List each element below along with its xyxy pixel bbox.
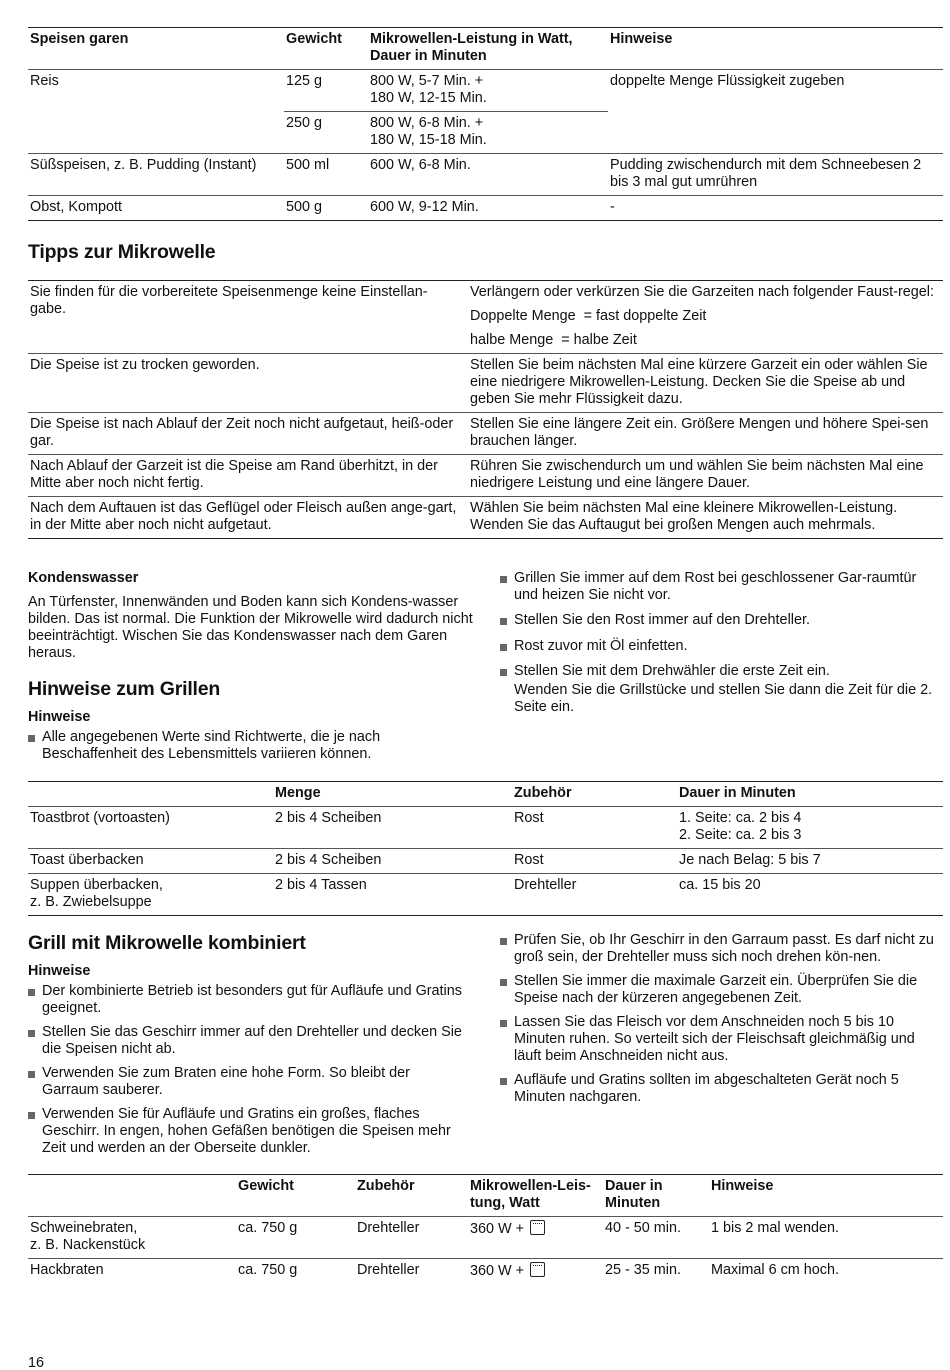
- list-item-text: Stellen Sie das Geschirr immer auf den Drehteller und decken Sie die Speisen nicht ab.: [42, 1024, 462, 1057]
- list-item: [500, 1014, 945, 1065]
- cell-speise: [28, 1217, 236, 1259]
- cell-leistung: [368, 70, 608, 112]
- tip-solution: Stellen Sie eine längere Zeit ein. Größere Mengen und höhere Spei-sen brauchen länger.: [468, 413, 943, 455]
- cell-speise: Obst, Kompott: [28, 196, 284, 221]
- list-item: [500, 570, 940, 604]
- cell-hinweis: Maximal 6 cm hoch.: [711, 1262, 839, 1278]
- col-header-gewicht: Gewicht: [284, 28, 368, 70]
- cell-gewicht: 250 g: [284, 112, 368, 154]
- list-item-text: Verwenden Sie für Aufläufe und Gratins ein großes, flaches Geschirr. In engen, hohen Gefäßen benötigen die Speisen mehr Zeit und werden an der Oberseite dunkler.: [42, 1106, 451, 1156]
- cell-dauer-line2: 2. Seite: ca. 2 bis 3: [679, 827, 802, 843]
- tip-rule-double: [470, 308, 941, 325]
- cell-dauer: [677, 807, 943, 849]
- cell-leistung-text: 360 W +: [470, 1221, 524, 1237]
- cell-gewicht: 500 g: [284, 196, 368, 221]
- list-item-text: Grillen Sie immer auf dem Rost bei geschlossener Gar-raumtür und heizen Sie nicht vor.: [514, 570, 917, 603]
- table-row: [28, 455, 943, 497]
- cell-dauer-line1: 1. Seite: ca. 2 bis 4: [679, 810, 802, 826]
- col-header-speise: [28, 1175, 236, 1217]
- list-item-text: Prüfen Sie, ob Ihr Geschirr in den Garraum passt. Es darf nicht zu groß sein, der Drehteller muss sich noch drehen kön-nen.: [514, 932, 934, 965]
- tip-rule-half-label: halbe Menge: [470, 332, 554, 348]
- bullet-icon: [500, 644, 507, 651]
- list-item-text: Stellen Sie immer die maximale Garzeit ein. Überprüfen Sie die Speise nach der kürzeren angegebenen Zeit.: [514, 973, 918, 1006]
- cell-dauer: 25 - 35 min.: [605, 1262, 681, 1278]
- list-item-text: Rost zuvor mit Öl einfetten.: [514, 638, 688, 654]
- col-header-dauer: Dauer in Minuten: [677, 782, 943, 807]
- cell-zubehoer: Rost: [512, 849, 677, 874]
- cell-hinweis: 1 bis 2 mal wenden.: [709, 1217, 943, 1259]
- page-number: 16: [28, 1355, 45, 1370]
- list-item: [500, 1072, 945, 1106]
- cell-speise: [28, 874, 273, 916]
- bullet-icon: [500, 576, 507, 583]
- cell-speise-line2: z. B. Zwiebelsuppe: [30, 894, 152, 910]
- tip-solution-text: Verlängern oder verkürzen Sie die Garzeiten nach folgender Faust-regel:: [470, 284, 934, 300]
- tip-problem: Die Speise ist nach Ablauf der Zeit noch nicht aufgetaut, heiß-oder gar.: [28, 413, 468, 455]
- col-header-zubehoer: Zubehör: [512, 782, 677, 807]
- col-header-gewicht: Gewicht: [236, 1175, 355, 1217]
- list-item: [28, 1106, 468, 1157]
- table-row: [28, 413, 943, 455]
- list-item: [28, 729, 468, 763]
- tip-solution: Wählen Sie beim nächsten Mal eine kleinere Mikrowellen-Leistung. Wenden Sie das Auftaugut bei großen Mengen auch mehrmals.: [468, 497, 943, 539]
- table-row: [28, 849, 943, 874]
- list-item: [500, 612, 940, 629]
- cell-speise: Süßspeisen, z. B. Pudding (Instant): [28, 154, 284, 196]
- table-row: [28, 874, 943, 916]
- table-row: [28, 281, 943, 354]
- bullet-icon: [500, 618, 507, 625]
- cell-dauer: 40 - 50 min.: [603, 1217, 709, 1259]
- cell-speise: Hackbraten: [30, 1262, 104, 1278]
- combi-table: [28, 1174, 943, 1284]
- list-item: [28, 983, 468, 1017]
- kombi-notes-left: [28, 983, 468, 1164]
- table-row: [28, 70, 943, 112]
- section-title-kombi: Grill mit Mikrowelle kombiniert: [28, 932, 306, 954]
- cell-speise-line1: Schweinebraten,: [30, 1220, 138, 1236]
- table-row: [28, 354, 943, 413]
- list-item: [500, 638, 940, 655]
- col-header-speisen: Speisen garen: [28, 28, 284, 70]
- section-title-grillen: Hinweise zum Grillen: [28, 678, 221, 700]
- kombi-notes-right: [500, 932, 945, 1113]
- grill-notes-left: [28, 729, 468, 770]
- subheading-kondenswasser: Kondenswasser: [28, 570, 139, 586]
- cell-menge: 2 bis 4 Scheiben: [273, 849, 512, 874]
- cell-leistung: [368, 112, 608, 154]
- list-item: [500, 973, 945, 1007]
- cell-leistung-line1: 800 W, 6-8 Min. +: [370, 115, 484, 131]
- section-title-tipps: Tipps zur Mikrowelle: [28, 241, 216, 263]
- tip-problem: Sie finden für die vorbereitete Speisenmenge keine Einstellan-gabe.: [28, 281, 468, 354]
- list-item-text: Stellen Sie mit dem Drehwähler die erste Zeit ein.: [514, 663, 830, 679]
- cell-leistung-line2: 180 W, 12-15 Min.: [370, 90, 487, 106]
- cell-gewicht: 125 g: [284, 70, 368, 112]
- table-row: [28, 497, 943, 539]
- list-item-text: Verwenden Sie zum Braten eine hohe Form. So bleibt der Garraum sauberer.: [42, 1065, 410, 1098]
- table-row: [28, 196, 943, 221]
- cell-zubehoer: Rost: [512, 807, 677, 849]
- bullet-icon: [28, 989, 35, 996]
- cell-speise: Toast überbacken: [28, 849, 273, 874]
- bullet-icon: [28, 1071, 35, 1078]
- cell-menge: 2 bis 4 Tassen: [273, 874, 512, 916]
- col-header-dauer: Dauer in Minuten: [603, 1175, 709, 1217]
- col-header-hinweise: Hinweise: [709, 1175, 943, 1217]
- table-row: [28, 807, 943, 849]
- grill-notes-right: [500, 570, 940, 723]
- cell-leistung: [468, 1217, 603, 1259]
- bullet-icon: [28, 1112, 35, 1119]
- cell-zubehoer: Drehteller: [355, 1217, 468, 1259]
- col-header-hinweise: Hinweise: [608, 28, 943, 70]
- tip-solution: Stellen Sie beim nächsten Mal eine kürzere Garzeit ein oder wählen Sie eine niedrigere Mikrowellen-Leistung. Decken Sie die Speise ab und geben Sie mehr Flüssigkeit dazu.: [468, 354, 943, 413]
- cell-leistung-line1: 800 W, 5-7 Min. +: [370, 73, 484, 89]
- cell-zubehoer: Drehteller: [357, 1262, 420, 1278]
- tip-rule-half: [470, 332, 941, 349]
- subheading-hinweise-kombi: Hinweise: [28, 963, 91, 979]
- cell-leistung: 600 W, 9-12 Min.: [368, 196, 608, 221]
- col-header-speise: [28, 782, 273, 807]
- tip-rule-double-value: = fast doppelte Zeit: [583, 308, 707, 324]
- bullet-icon: [28, 1030, 35, 1037]
- tip-rule-half-value: = halbe Zeit: [561, 332, 637, 348]
- cell-leistung: 600 W, 6-8 Min.: [368, 154, 608, 196]
- grill-icon: [530, 1220, 545, 1235]
- cell-speise-line2: z. B. Nackenstück: [30, 1237, 146, 1253]
- list-item-text: Alle angegebenen Werte sind Richtwerte, die je nach Beschaffenheit des Lebensmittels variieren können.: [42, 729, 381, 762]
- list-item: [500, 932, 945, 966]
- col-header-leistung: Mikrowellen-Leistung in Watt, Dauer in Minuten: [368, 28, 608, 70]
- list-item-extra: Wenden Sie die Grillstücke und stellen Sie dann die Zeit für die 2. Seite ein.: [514, 682, 933, 715]
- cell-leistung: [468, 1259, 603, 1285]
- cell-gewicht: 500 ml: [284, 154, 368, 196]
- table-row: [28, 154, 943, 196]
- col-header-menge: Menge: [273, 782, 512, 807]
- cell-speise: Reis: [28, 70, 284, 154]
- list-item-text: Der kombinierte Betrieb ist besonders gut für Aufläufe und Gratins geeignet.: [42, 983, 462, 1016]
- cell-dauer: Je nach Belag: 5 bis 7: [677, 849, 943, 874]
- tip-problem: Nach dem Auftauen ist das Geflügel oder Fleisch außen ange-gart, in der Mitte aber noch nicht aufgetaut.: [28, 497, 468, 539]
- bullet-icon: [500, 1020, 507, 1027]
- list-item: [28, 1065, 468, 1099]
- cell-leistung-text: 360 W +: [470, 1263, 524, 1279]
- kondenswasser-text: An Türfenster, Innenwänden und Boden kann sich Kondens-wasser bilden. Das ist normal. Die Funktion der Mikrowelle wird dadurch nicht beeinträchtigt. Wischen Sie das Kondenswasser nach dem Garen heraus.: [28, 594, 473, 661]
- grill-icon: [530, 1262, 545, 1277]
- cell-hinweis: -: [608, 196, 943, 221]
- bullet-icon: [500, 979, 507, 986]
- list-item-text: Lassen Sie das Fleisch vor dem Anschneiden noch 5 bis 10 Minuten ruhen. So verteilt sich der Fleischsaft gleichmäßig und läuft beim Anschneiden nicht aus.: [514, 1014, 915, 1064]
- bullet-icon: [500, 938, 507, 945]
- list-item: [28, 1024, 468, 1058]
- cell-zubehoer: Drehteller: [512, 874, 677, 916]
- tip-problem: Nach Ablauf der Garzeit ist die Speise am Rand überhitzt, in der Mitte aber noch nicht fertig.: [28, 455, 468, 497]
- tips-table: [28, 280, 943, 539]
- tip-solution: Rühren Sie zwischendurch um und wählen Sie beim nächsten Mal eine niedrigere Leistung und eine längere Dauer.: [468, 455, 943, 497]
- tip-rule-double-label: Doppelte Menge: [470, 308, 576, 324]
- cell-hinweis: Pudding zwischendurch mit dem Schneebesen 2 bis 3 mal gut umrühren: [608, 154, 943, 196]
- col-header-leistung: Mikrowellen-Leis-tung, Watt: [468, 1175, 603, 1217]
- cell-gewicht: ca. 750 g: [238, 1262, 298, 1278]
- tip-problem: Die Speise ist zu trocken geworden.: [28, 354, 468, 413]
- bullet-icon: [28, 735, 35, 742]
- subheading-hinweise: Hinweise: [28, 709, 91, 725]
- cooking-table: [28, 27, 943, 221]
- cell-speise-line1: Suppen überbacken,: [30, 877, 163, 893]
- table-row: [28, 1259, 943, 1285]
- cell-leistung-line2: 180 W, 15-18 Min.: [370, 132, 487, 148]
- cell-menge: 2 bis 4 Scheiben: [273, 807, 512, 849]
- bullet-icon: [500, 669, 507, 676]
- table-row: [28, 1217, 943, 1259]
- list-item-text: Stellen Sie den Rost immer auf den Drehteller.: [514, 612, 810, 628]
- cell-hinweis: doppelte Menge Flüssigkeit zugeben: [608, 70, 943, 154]
- tip-solution: [468, 281, 943, 354]
- cell-dauer: ca. 15 bis 20: [677, 874, 943, 916]
- list-item-text: Aufläufe und Gratins sollten im abgeschalteten Gerät noch 5 Minuten nachgaren.: [514, 1072, 899, 1105]
- cell-speise: Toastbrot (vortoasten): [28, 807, 273, 849]
- bullet-icon: [500, 1078, 507, 1085]
- grill-table: [28, 781, 943, 916]
- col-header-zubehoer: Zubehör: [355, 1175, 468, 1217]
- list-item: [500, 663, 940, 716]
- cell-gewicht: ca. 750 g: [236, 1217, 355, 1259]
